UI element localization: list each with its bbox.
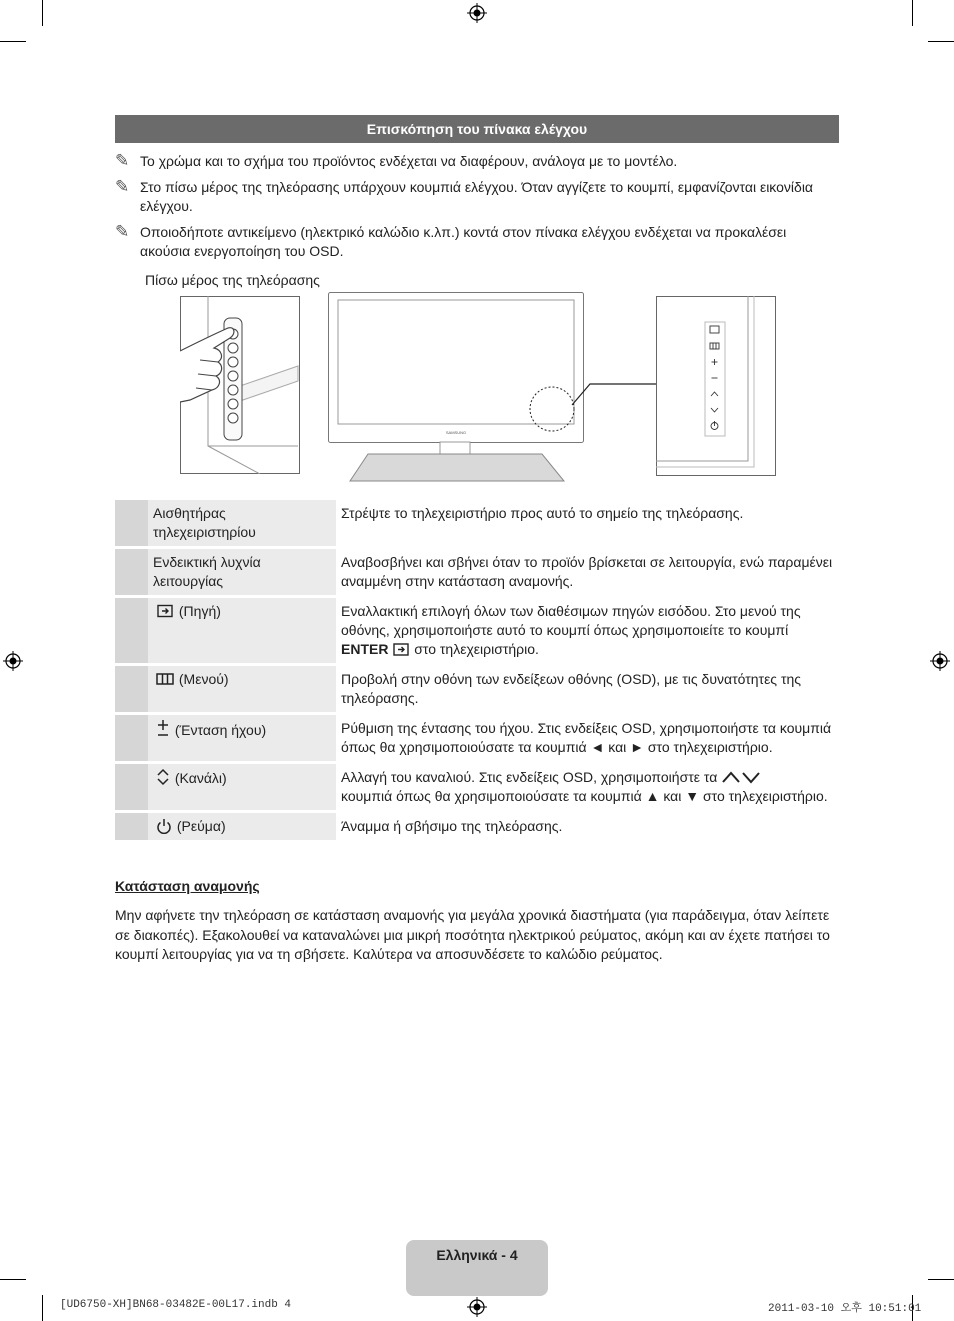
registration-mark-icon <box>3 651 23 671</box>
crop-mark <box>0 41 26 42</box>
table-row <box>115 715 839 761</box>
crop-mark <box>928 41 954 42</box>
footer-file-info: [UD6750-XH]BN68-03482E-00L17.indb 4 <box>60 1299 292 1311</box>
note-text: Στο πίσω μέρος της τηλεόρασης υπάρχουν κουμπιά ελέγχου. Όταν αγγίζετε το κουμπί, εμφανίζονται εικονίδια ελέγχου. <box>140 179 814 214</box>
tv-brand-logo: SAMSUNG <box>445 430 467 435</box>
note-text: Το χρώμα και το σχήμα του προϊόντος ενδέχεται να διαφέρουν, ανάλογα με το μοντέλο. <box>140 153 678 169</box>
figure-caption: Πίσω μέρος της τηλεόρασης <box>145 272 320 288</box>
crop-mark <box>42 0 43 26</box>
channel-arrows-icon <box>721 770 761 784</box>
control-description: Ρύθμιση της έντασης του ήχου. Στις ενδείξεις OSD, χρησιμοποιήστε τα κουμπιά όπως θα χρησιμοποιούσατε τα κουμπιά ◄ και ► στο τηλεχειριστήριο. <box>341 720 832 755</box>
control-description: Προβολή στην οθόνη των ενδείξεων οθόνης (OSD), με τις δυνατότητες της τηλεόρασης. <box>341 671 802 706</box>
crop-mark <box>928 1279 954 1280</box>
table-row <box>115 813 839 840</box>
control-description-tail: στο τηλεχειριστήριο. <box>414 641 539 657</box>
control-label: (Μενού) <box>178 671 229 687</box>
standby-text: Μην αφήνετε την τηλεόραση σε κατάσταση αναμονής για μεγάλα χρονικά διαστήματα (για παράδειγμα, όταν λείπετε σε διακοπές). Εξακολουθεί να καταναλώνει μια μικρή ποσότητα ηλεκτρικού ρεύματος, ακόμη και αν έχετε πατήσει το κουμπί λειτουργίας για να τη σβήσετε. Καλύτερα να αποσυνδέσετε το καλώδιο ρεύματος. <box>115 907 830 962</box>
tv-front-illustration <box>328 292 584 482</box>
control-label: Ενδεικτική λυχνία λειτουργίας <box>148 549 336 595</box>
note <box>115 152 815 171</box>
control-description: Αλλαγή του καναλιού. Στις ενδείξεις OSD, χρησιμοποιήστε τα <box>341 769 718 785</box>
standby-heading: Κατάσταση αναμονής <box>115 878 260 894</box>
channel-icon <box>155 768 171 786</box>
table-row <box>115 549 839 595</box>
registration-mark-icon <box>467 3 487 23</box>
control-description: Εναλλακτική επιλογή όλων των διαθέσιμων πηγών εισόδου. Στο μενού της οθόνης, χρησιμοποιήστε αυτό το κουμπί όπως χρησιμοποιείτε το κουμπί <box>341 603 801 638</box>
control-description: Άναμμα ή σβήσιμο της τηλεόρασης. <box>341 818 563 834</box>
power-icon <box>155 818 173 834</box>
control-label: (Πηγή) <box>178 603 221 619</box>
crop-mark <box>42 1295 43 1321</box>
zoom-leader-line <box>570 380 660 420</box>
control-label: (Ένταση ήχου) <box>174 722 267 738</box>
footer-timestamp: 2011-03-10 오후 10:51:01 <box>768 1303 922 1315</box>
control-label: (Ρεύμα) <box>176 818 226 834</box>
note <box>115 223 815 261</box>
controls-table <box>115 500 839 843</box>
control-description: Αναβοσβήνει και σβήνει όταν το προϊόν βρίσκεται σε λειτουργία, ενώ παραμένει αναμμένη στην κατάσταση αναμονής. <box>341 554 833 589</box>
control-label: (Κανάλι) <box>174 770 227 786</box>
crop-mark <box>0 1279 26 1280</box>
table-row <box>115 500 839 546</box>
source-icon <box>155 604 175 618</box>
enter-label: ENTER <box>341 641 389 657</box>
control-description-tail: κουμπιά όπως θα χρησιμοποιούσατε τα κουμπιά ▲ και ▼ στο τηλεχειριστήριο. <box>341 788 828 804</box>
registration-mark-icon <box>930 651 950 671</box>
control-description: Στρέψτε το τηλεχειριστήριο προς αυτό το σημείο της τηλεόρασης. <box>341 505 744 521</box>
note-pen-icon: ✎ <box>115 177 130 196</box>
crop-mark <box>912 0 913 26</box>
enter-icon <box>392 643 410 656</box>
note-pen-icon: ✎ <box>115 151 130 170</box>
registration-mark-icon <box>467 1297 487 1317</box>
note-text: Οποιοδήποτε αντικείμενο (ηλεκτρικό καλώδιο κ.λπ.) κοντά στον πίνακα ελέγχου ενδέχεται να προκαλέσει ακούσια ενεργοποίηση του OSD. <box>140 224 787 259</box>
table-row <box>115 764 839 810</box>
table-row <box>115 666 839 712</box>
note-pen-icon: ✎ <box>115 222 130 241</box>
page-number-tab: Ελληνικά - 4 <box>406 1240 548 1296</box>
hand-touch-illustration <box>180 296 300 474</box>
note <box>115 178 815 216</box>
section-title: Επισκόπηση του πίνακα ελέγχου <box>115 115 839 143</box>
control-label: Αισθητήρας τηλεχειριστηρίου <box>148 500 336 546</box>
table-row <box>115 598 839 663</box>
volume-icon <box>155 719 171 737</box>
menu-icon <box>155 672 175 686</box>
control-panel-zoom-illustration <box>656 296 776 476</box>
